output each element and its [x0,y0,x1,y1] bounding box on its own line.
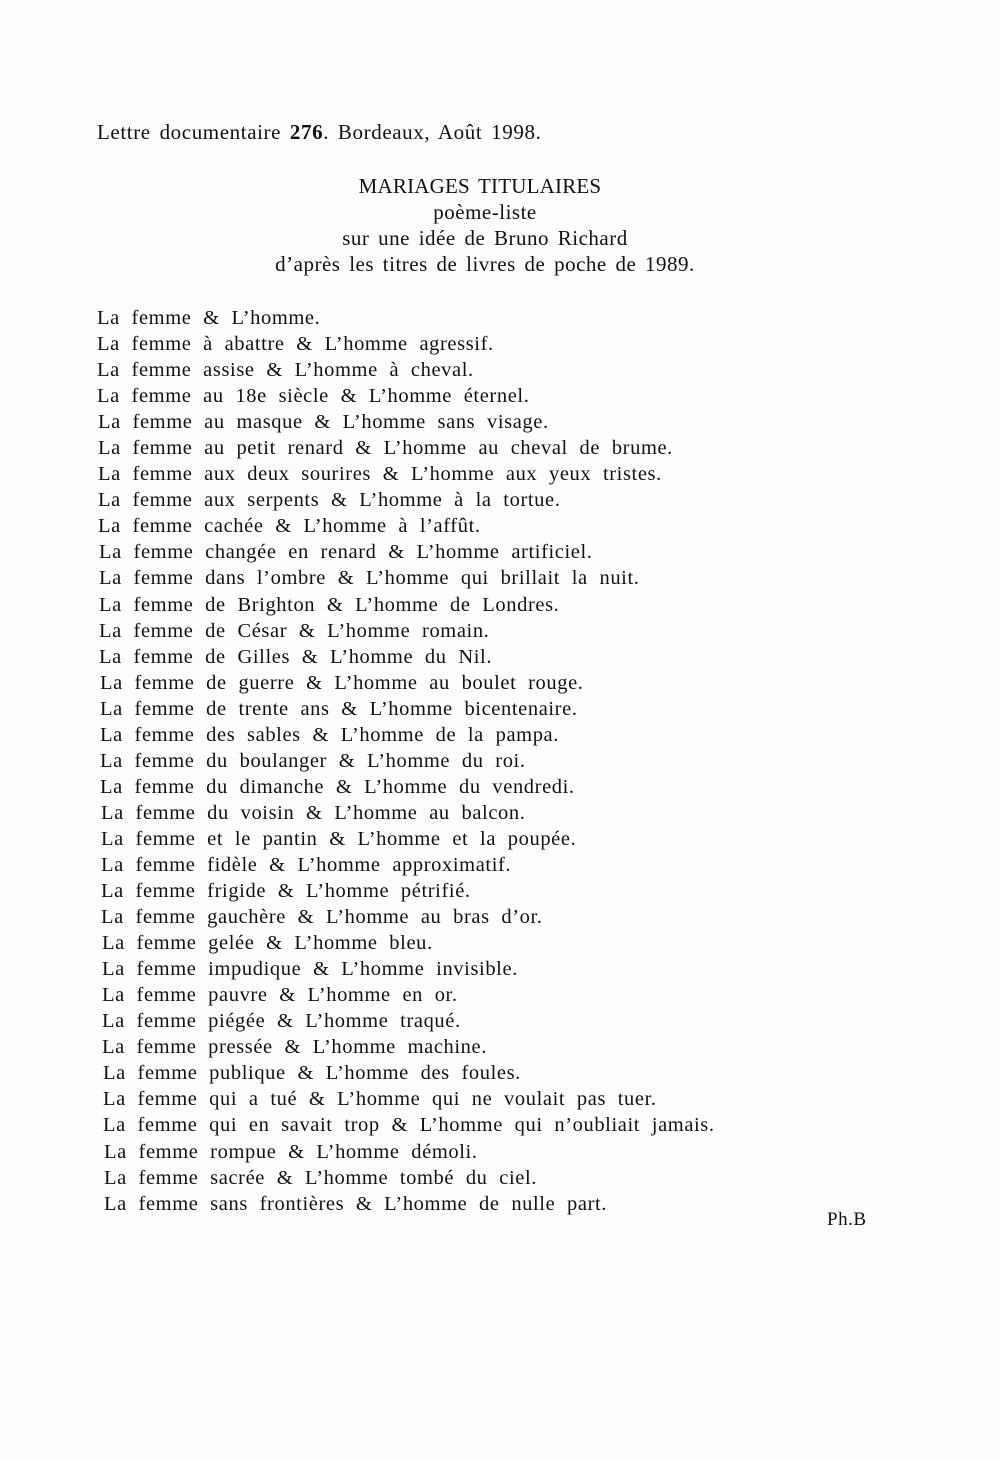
poem-subtitle: poème-liste [433,200,537,224]
poem-line: La femme changée en renard & L’homme artificiel. [99,541,593,564]
poem-source: d’après les titres de livres de poche de 1989. [275,252,695,276]
poem-line: La femme de César & L’homme romain. [99,619,490,642]
poem-list [97,305,917,1217]
poem-line: La femme sans frontières & L’homme de nulle part. [104,1192,608,1215]
poem-title: MARIAGES TITULAIRES [358,174,602,198]
poem-line: La femme du voisin & L’homme au balcon. [101,801,526,824]
poem-line: La femme rompue & L’homme démoli. [104,1140,478,1163]
poem-line: La femme au 18e siècle & L’homme éternel. [97,385,530,408]
poem-line: La femme impudique & L’homme invisible. [102,958,518,981]
poem-line: La femme aux deux sourires & L’homme aux yeux tristes. [98,463,662,486]
poem-line: La femme gauchère & L’homme au bras d’or. [101,906,543,929]
letter-number: 276 [289,120,324,144]
poem-line: La femme assise & L’homme à cheval. [97,359,474,382]
poem-line: La femme dans l’ombre & L’homme qui brillait la nuit. [99,567,640,590]
poem-line: La femme cachée & L’homme à l’affût. [98,515,481,538]
poem-line: La femme de trente ans & L’homme bicentenaire. [100,697,578,720]
poem-credit: sur une idée de Bruno Richard [342,226,628,250]
poem-line: La femme à abattre & L’homme agressif. [97,333,494,356]
poem-line: La femme gelée & L’homme bleu. [102,932,433,955]
header-prefix: Lettre documentaire [97,120,282,144]
poem-line: La femme & L’homme. [97,307,321,329]
poem-line: La femme au petit renard & L’homme au cheval de brume. [98,437,673,460]
poem-line: La femme piégée & L’homme traqué. [102,1010,461,1033]
poem-line: La femme pauvre & L’homme en or. [102,984,458,1007]
poem-line: La femme fidèle & L’homme approximatif. [101,853,512,876]
poem-line: La femme pressée & L’homme machine. [102,1036,487,1059]
poem-line: La femme frigide & L’homme pétrifié. [101,880,471,903]
poem-line: La femme de Brighton & L’homme de Londres. [99,593,560,616]
poem-line: La femme des sables & L’homme de la pampa. [100,723,559,746]
poem-line: La femme sacrée & L’homme tombé du ciel. [104,1166,537,1189]
poem-line: La femme publique & L’homme des foules. [103,1062,521,1085]
poem-line: La femme au masque & L’homme sans visage. [98,411,549,434]
poem-line: La femme qui en savait trop & L’homme qui n’oubliait jamais. [103,1114,715,1137]
header-place-date: . Bordeaux, Août 1998. [323,120,542,144]
poem-line: La femme de Gilles & L’homme du Nil. [99,645,493,668]
poem-line: La femme de guerre & L’homme au boulet rouge. [100,671,584,694]
poem-line: La femme du dimanche & L’homme du vendredi. [100,775,575,798]
poem-line: La femme du boulanger & L’homme du roi. [100,749,526,772]
signature: Ph.B [827,1209,867,1230]
poem-line: La femme aux serpents & L’homme à la tortue. [98,489,561,512]
title-block [250,173,720,277]
letter-header [97,120,541,145]
poem-line: La femme et le pantin & L’homme et la poupée. [101,827,577,850]
poem-line: La femme qui a tué & L’homme qui ne voulait pas tuer. [103,1088,657,1111]
